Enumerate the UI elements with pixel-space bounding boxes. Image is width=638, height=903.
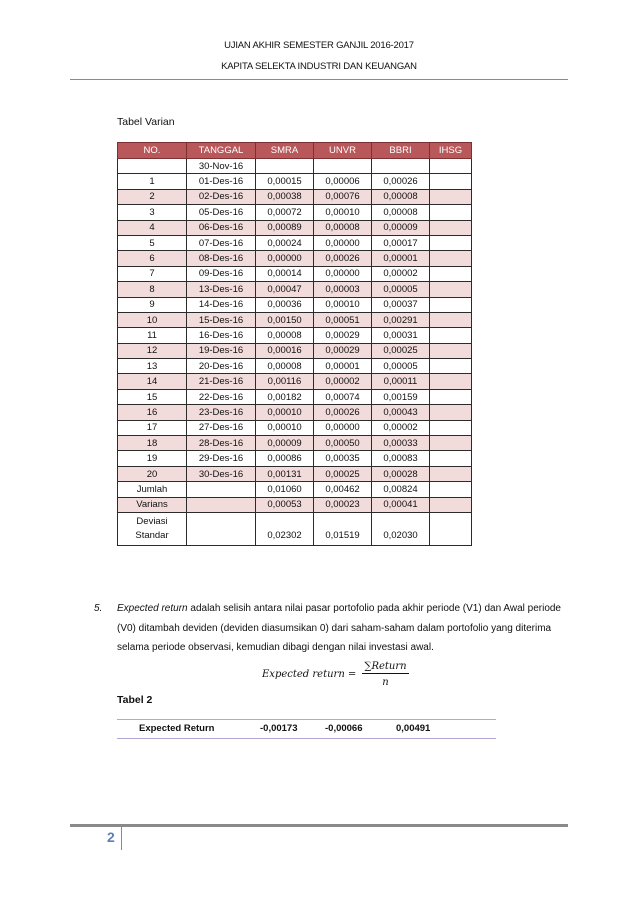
summary-label: Varians — [118, 497, 187, 512]
cell-tanggal: 22-Des-16 — [187, 389, 256, 404]
cell-ihsg — [430, 235, 472, 250]
cell-ihsg — [430, 374, 472, 389]
table-2-caption: Tabel 2 — [117, 694, 153, 706]
cell-ihsg — [430, 282, 472, 297]
cell-unvr: 0,00002 — [314, 374, 372, 389]
cell-smra: 0,00014 — [256, 266, 314, 281]
table-row — [118, 266, 472, 281]
cell-bbri: 0,00026 — [372, 174, 430, 189]
cell-ihsg — [430, 451, 472, 466]
cell-bbri: 0,00291 — [372, 312, 430, 327]
cell-ihsg — [430, 436, 472, 451]
page-number: 2 — [107, 829, 115, 845]
cell-bbri: 0,00041 — [372, 497, 430, 512]
formula-fraction — [362, 661, 408, 688]
cell-bbri: 0,00037 — [372, 297, 430, 312]
cell-ihsg — [430, 482, 472, 497]
cell-unvr: 0,00462 — [314, 482, 372, 497]
cell-no: 7 — [118, 266, 187, 281]
cell-unvr: 0,00025 — [314, 466, 372, 481]
cell-unvr: 0,00010 — [314, 205, 372, 220]
table-row — [118, 420, 472, 435]
cell-bbri: 0,00001 — [372, 251, 430, 266]
cell-unvr: 0,00029 — [314, 343, 372, 358]
cell-tanggal: 30-Des-16 — [187, 466, 256, 481]
cell-smra: 0,00024 — [256, 235, 314, 250]
cell-no: 3 — [118, 205, 187, 220]
expected-return-term: Expected return — [117, 603, 188, 614]
cell-unvr: 0,00000 — [314, 420, 372, 435]
expected-return-formula — [262, 661, 409, 688]
cell-unvr: 0,00026 — [314, 405, 372, 420]
cell-ihsg — [430, 189, 472, 204]
table-2-bottom-border — [117, 738, 496, 739]
cell-tanggal: 06-Des-16 — [187, 220, 256, 235]
cell-unvr: 0,00074 — [314, 389, 372, 404]
column-header: UNVR — [314, 143, 372, 159]
table-row — [118, 389, 472, 404]
header-subtitle: KAPITA SELEKTA INDUSTRI DAN KEUANGAN — [221, 61, 417, 72]
cell-tanggal: 09-Des-16 — [187, 266, 256, 281]
cell-unvr: 0,00001 — [314, 359, 372, 374]
cell-no — [118, 159, 187, 174]
table-row — [118, 405, 472, 420]
cell-bbri: 0,00017 — [372, 235, 430, 250]
section-number: 5. — [94, 603, 103, 614]
cell-unvr: 0,00008 — [314, 220, 372, 235]
cell-ihsg — [430, 312, 472, 327]
cell-bbri: 0,00002 — [372, 420, 430, 435]
cell-no: 4 — [118, 220, 187, 235]
cell-unvr: 0,00026 — [314, 251, 372, 266]
cell-ihsg — [430, 251, 472, 266]
cell-tanggal: 07-Des-16 — [187, 235, 256, 250]
cell-no: 18 — [118, 436, 187, 451]
cell-ihsg — [430, 405, 472, 420]
cell-ihsg — [430, 512, 472, 545]
table-varian — [117, 142, 472, 546]
table-row — [118, 343, 472, 358]
cell-bbri: 0,00033 — [372, 436, 430, 451]
cell-bbri: 0,00083 — [372, 451, 430, 466]
cell-tanggal: 02-Des-16 — [187, 189, 256, 204]
cell-smra: 0,00150 — [256, 312, 314, 327]
cell-smra: 0,00089 — [256, 220, 314, 235]
cell-no: 12 — [118, 343, 187, 358]
summary-row — [118, 482, 472, 497]
footer-divider — [70, 824, 568, 827]
section-5-body: adalah selisih antara nilai pasar portofolio pada akhir periode (V1) dan Awal periode (V0) ditambah deviden (deviden diasumsikan 0) dari saham-saham dalam portofolio yang diterima selama periode observasi, kemudian dibagi dengan nilai investasi awal. — [117, 603, 561, 653]
cell-smra: 0,00131 — [256, 466, 314, 481]
cell-smra: 0,00072 — [256, 205, 314, 220]
footer-vertical-bar — [121, 826, 122, 850]
cell-bbri: 0,00005 — [372, 282, 430, 297]
table-2-value-bbri: 0,00491 — [396, 723, 431, 734]
section-5-paragraph — [94, 599, 574, 658]
cell-smra: 0,00086 — [256, 451, 314, 466]
cell-empty — [187, 497, 256, 512]
cell-smra: 0,00010 — [256, 405, 314, 420]
table-row — [118, 466, 472, 481]
cell-no: 6 — [118, 251, 187, 266]
cell-unvr: 0,00023 — [314, 497, 372, 512]
cell-unvr — [314, 159, 372, 174]
cell-tanggal: 23-Des-16 — [187, 405, 256, 420]
cell-tanggal: 01-Des-16 — [187, 174, 256, 189]
table-row — [118, 436, 472, 451]
cell-smra: 0,00008 — [256, 359, 314, 374]
table-row — [118, 312, 472, 327]
formula-lhs: Expected return = — [262, 669, 357, 680]
cell-smra: 0,02302 — [256, 512, 314, 545]
table-row — [118, 374, 472, 389]
cell-no: 1 — [118, 174, 187, 189]
table-row — [118, 251, 472, 266]
cell-no: 11 — [118, 328, 187, 343]
cell-ihsg — [430, 174, 472, 189]
table-row — [118, 451, 472, 466]
table-header-row — [118, 143, 472, 159]
cell-unvr: 0,00006 — [314, 174, 372, 189]
cell-tanggal: 13-Des-16 — [187, 282, 256, 297]
cell-bbri: 0,00824 — [372, 482, 430, 497]
cell-no: 10 — [118, 312, 187, 327]
cell-unvr: 0,00050 — [314, 436, 372, 451]
cell-bbri: 0,00008 — [372, 205, 430, 220]
cell-bbri: 0,00002 — [372, 266, 430, 281]
cell-ihsg — [430, 389, 472, 404]
cell-tanggal: 27-Des-16 — [187, 420, 256, 435]
cell-bbri: 0,00025 — [372, 343, 430, 358]
cell-bbri: 0,00005 — [372, 359, 430, 374]
column-header: BBRI — [372, 143, 430, 159]
cell-bbri: 0,00043 — [372, 405, 430, 420]
table-row — [118, 282, 472, 297]
cell-smra: 0,00009 — [256, 436, 314, 451]
deviasi-label-line1: Deviasi — [136, 515, 168, 527]
cell-ihsg — [430, 497, 472, 512]
cell-unvr: 0,00000 — [314, 235, 372, 250]
cell-smra: 0,00008 — [256, 328, 314, 343]
table-2-label: Expected Return — [139, 723, 215, 734]
cell-ihsg — [430, 159, 472, 174]
cell-tanggal: 19-Des-16 — [187, 343, 256, 358]
cell-unvr: 0,00051 — [314, 312, 372, 327]
cell-smra: 0,00047 — [256, 282, 314, 297]
cell-ihsg — [430, 466, 472, 481]
cell-tanggal: 08-Des-16 — [187, 251, 256, 266]
cell-ihsg — [430, 343, 472, 358]
cell-tanggal: 16-Des-16 — [187, 328, 256, 343]
cell-smra: 0,00053 — [256, 497, 314, 512]
cell-smra: 0,00038 — [256, 189, 314, 204]
cell-empty — [187, 482, 256, 497]
cell-no: 14 — [118, 374, 187, 389]
table-row — [118, 328, 472, 343]
header-title: UJIAN AKHIR SEMESTER GANJIL 2016-2017 — [224, 40, 414, 51]
table-row — [118, 235, 472, 250]
cell-ihsg — [430, 205, 472, 220]
cell-ihsg — [430, 220, 472, 235]
table-2-top-border — [117, 719, 496, 720]
cell-bbri: 0,00011 — [372, 374, 430, 389]
formula-numerator: ∑Return — [364, 661, 407, 672]
table-row — [118, 205, 472, 220]
cell-no: 19 — [118, 451, 187, 466]
summary-label: Jumlah — [118, 482, 187, 497]
cell-ihsg — [430, 420, 472, 435]
cell-no: 17 — [118, 420, 187, 435]
summary-row — [118, 497, 472, 512]
cell-smra: 0,00036 — [256, 297, 314, 312]
cell-tanggal: 21-Des-16 — [187, 374, 256, 389]
cell-bbri: 0,00008 — [372, 189, 430, 204]
summary-row-deviasi — [118, 512, 472, 545]
cell-no: 15 — [118, 389, 187, 404]
column-header: NO. — [118, 143, 187, 159]
cell-unvr: 0,00010 — [314, 297, 372, 312]
column-header: SMRA — [256, 143, 314, 159]
table-row — [118, 159, 472, 174]
table-row — [118, 359, 472, 374]
cell-tanggal: 29-Des-16 — [187, 451, 256, 466]
table-2-value-unvr: -0,00066 — [325, 723, 363, 734]
table-row — [118, 220, 472, 235]
table-row — [118, 189, 472, 204]
cell-ihsg — [430, 328, 472, 343]
formula-denominator: n — [382, 677, 389, 688]
cell-unvr: 0,00035 — [314, 451, 372, 466]
cell-no: 5 — [118, 235, 187, 250]
cell-no: 9 — [118, 297, 187, 312]
cell-ihsg — [430, 359, 472, 374]
cell-unvr: 0,00029 — [314, 328, 372, 343]
deviasi-label — [118, 512, 187, 545]
section-5-text — [117, 599, 574, 658]
cell-no: 8 — [118, 282, 187, 297]
cell-empty — [187, 512, 256, 545]
cell-smra: 0,00182 — [256, 389, 314, 404]
cell-no: 16 — [118, 405, 187, 420]
table-2-value-smra: -0,00173 — [260, 723, 298, 734]
cell-ihsg — [430, 297, 472, 312]
cell-unvr: 0,00000 — [314, 266, 372, 281]
cell-bbri — [372, 159, 430, 174]
cell-ihsg — [430, 266, 472, 281]
cell-no: 2 — [118, 189, 187, 204]
cell-tanggal: 14-Des-16 — [187, 297, 256, 312]
table-row — [118, 297, 472, 312]
cell-bbri: 0,00028 — [372, 466, 430, 481]
cell-smra: 0,00116 — [256, 374, 314, 389]
cell-smra: 0,00015 — [256, 174, 314, 189]
table-row — [118, 174, 472, 189]
deviasi-label-line2: Standar — [135, 529, 169, 541]
cell-bbri: 0,00159 — [372, 389, 430, 404]
column-header: TANGGAL — [187, 143, 256, 159]
cell-no: 20 — [118, 466, 187, 481]
cell-tanggal: 15-Des-16 — [187, 312, 256, 327]
cell-smra — [256, 159, 314, 174]
cell-tanggal: 05-Des-16 — [187, 205, 256, 220]
cell-tanggal: 28-Des-16 — [187, 436, 256, 451]
cell-bbri: 0,00031 — [372, 328, 430, 343]
cell-smra: 0,01060 — [256, 482, 314, 497]
column-header: IHSG — [430, 143, 472, 159]
header-divider — [70, 79, 568, 80]
table-varian-caption: Tabel Varian — [117, 116, 175, 128]
cell-bbri: 0,00009 — [372, 220, 430, 235]
cell-tanggal: 30-Nov-16 — [187, 159, 256, 174]
cell-no: 13 — [118, 359, 187, 374]
cell-unvr: 0,00076 — [314, 189, 372, 204]
cell-unvr: 0,01519 — [314, 512, 372, 545]
cell-smra: 0,00000 — [256, 251, 314, 266]
cell-unvr: 0,00003 — [314, 282, 372, 297]
cell-smra: 0,00016 — [256, 343, 314, 358]
cell-smra: 0,00010 — [256, 420, 314, 435]
cell-bbri: 0,02030 — [372, 512, 430, 545]
cell-tanggal: 20-Des-16 — [187, 359, 256, 374]
